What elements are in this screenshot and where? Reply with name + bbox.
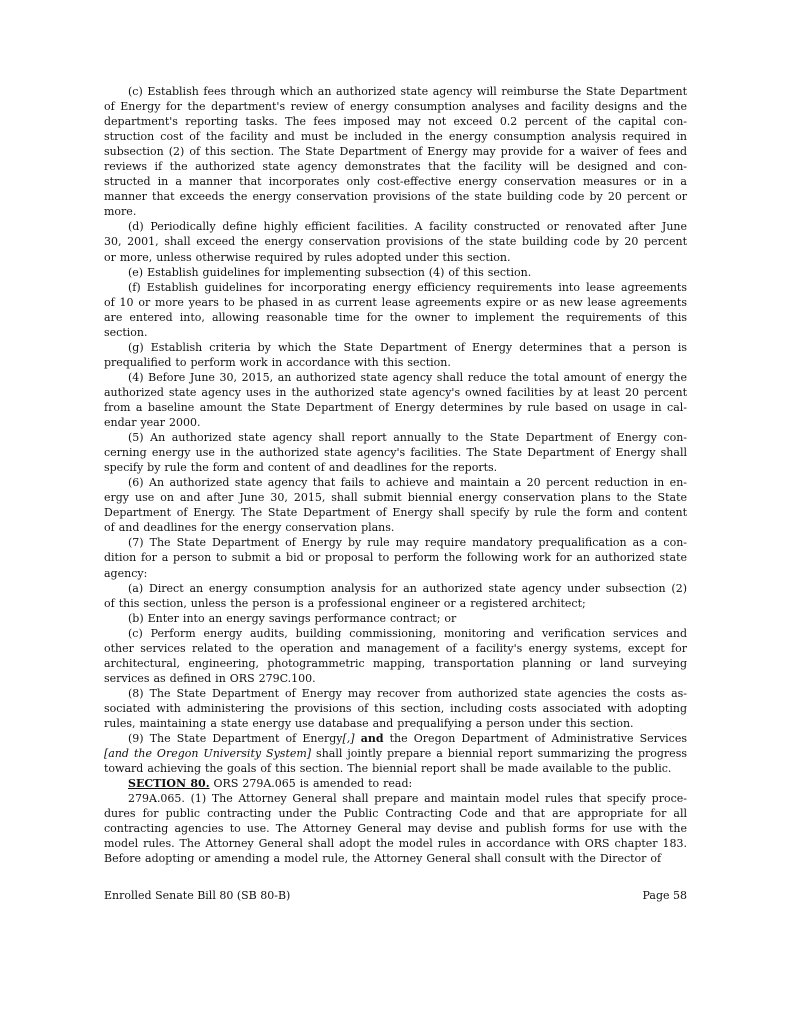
text-line: ergy use on and after June 30, 2015, shall submit biennial energy conservation plans to the State	[104, 491, 687, 505]
text-line: of Energy for the department's review of energy consumption analyses and facility designs and the	[104, 100, 687, 114]
text-line: model rules. The Attorney General shall adopt the model rules in accordance with ORS chapter 183.	[104, 837, 687, 851]
text-line: subsection (2) of this section. The State Department of Energy may provide for a waiver of fees and	[104, 145, 687, 159]
text-line: authorized state agency uses in the authorized state agency's owned facilities by at least 20 percent	[104, 385, 687, 399]
text-line: structed in a manner that incorporates only cost-effective energy conservation measures or in a	[104, 175, 687, 189]
text-line	[104, 776, 687, 791]
text-segment: the Oregon Department of Administrative Services	[383, 732, 687, 746]
text-segment: and	[360, 732, 384, 746]
text-line: section.	[104, 325, 148, 339]
text-segment: [,]	[342, 732, 355, 746]
text-segment: (9) The State Department of Energy	[128, 732, 343, 746]
text-line: 279A.065. (1) The Attorney General shall prepare and maintain model rules that specify proce-	[128, 792, 687, 806]
text-line: (8) The State Department of Energy may recover from authorized state agencies the costs as-	[128, 686, 687, 700]
text-line: other services related to the operation and management of a facility's energy systems, except for	[104, 641, 687, 655]
text-segment: shall jointly prepare a biennial report summarizing the progress	[311, 747, 687, 761]
page-footer	[104, 888, 687, 903]
text-line: (4) Before June 30, 2015, an authorized state agency shall reduce the total amount of energy the	[128, 370, 687, 384]
text-line: are entered into, allowing reasonable time for the owner to implement the requirements of this	[104, 310, 687, 324]
text-line: of 10 or more years to be phased in as current lease agreements expire or as new lease agreements	[104, 295, 687, 309]
text-line: contracting agencies to use. The Attorney General may devise and publish forms for use with the	[104, 822, 687, 836]
text-line: reviews if the authorized state agency demonstrates that the facility will be designed and con-	[104, 160, 687, 174]
text-line: (6) An authorized state agency that fails to achieve and maintain a 20 percent reduction in en-	[128, 476, 687, 490]
text-line: (c) Establish fees through which an authorized state agency will reimburse the State Department	[128, 85, 687, 98]
text-line: services as defined in ORS 279C.100.	[104, 671, 316, 685]
text-line: (a) Direct an energy consumption analysis for an authorized state agency under subsection (2)	[128, 581, 687, 595]
text-line: (5) An authorized state agency shall report annually to the State Department of Energy con-	[128, 431, 687, 445]
text-line: (g) Establish criteria by which the State Department of Energy determines that a person is	[128, 340, 687, 354]
text-line	[104, 731, 687, 746]
text-line: (e) Establish guidelines for implementing subsection (4) of this section.	[128, 265, 532, 279]
text-line: of and deadlines for the energy conservation plans.	[104, 521, 395, 535]
text-line: (7) The State Department of Energy by rule may require mandatory prequalification as a con-	[128, 536, 687, 550]
text-line: (c) Perform energy audits, building commissioning, monitoring and verification services and	[128, 626, 687, 640]
text-line: 30, 2001, shall exceed the energy conservation provisions of the state building code by 20 percent	[104, 235, 687, 249]
text-segment: [and the Oregon University System]	[104, 747, 312, 761]
text-line: dition for a person to submit a bid or proposal to perform the following work for an authorized state	[104, 551, 687, 565]
text-line: or more, unless otherwise required by rules adopted under this section.	[104, 250, 511, 264]
text-line: prequalified to perform work in accordance with this section.	[104, 355, 451, 369]
text-line: specify by rule the form and content of and deadlines for the reports.	[104, 461, 498, 475]
text-line: dures for public contracting under the Public Contracting Code and that are appropriate for all	[104, 807, 687, 821]
text-line	[104, 746, 687, 761]
text-line: Before adopting or amending a model rule, the Attorney General shall consult with the Director of	[104, 852, 662, 866]
text-line: rules, maintaining a state energy use database and prequalifying a person under this section.	[104, 716, 634, 730]
text-line: toward achieving the goals of this section. The biennial report shall be made available to the public.	[104, 762, 672, 776]
text-line: agency:	[104, 566, 148, 580]
text-line: from a baseline amount the State Department of Energy determines by rule based on usage in cal-	[104, 400, 687, 414]
text-segment: ORS 279A.065 is amended to read:	[209, 777, 413, 791]
text-line: manner that exceeds the energy conservation provisions of the state building code by 20 percent or	[104, 190, 687, 204]
text-line: (f) Establish guidelines for incorporating energy efficiency requirements into lease agreements	[128, 280, 687, 294]
text-line: cerning energy use in the authorized state agency's facilities. The State Department of Energy shall	[104, 446, 687, 460]
text-line: endar year 2000.	[104, 416, 201, 430]
footer-bill-title: Enrolled Senate Bill 80 (SB 80-B)	[104, 889, 291, 902]
text-line: Department of Energy. The State Department of Energy shall specify by rule the form and content	[104, 506, 687, 520]
footer-page-number: Page 58	[642, 889, 687, 902]
text-line: more.	[104, 205, 137, 219]
text-line: sociated with administering the provisions of this section, including costs associated with adopting	[104, 701, 687, 715]
text-line: (d) Periodically define highly efficient facilities. A facility constructed or renovated after June	[128, 220, 687, 234]
text-line: of this section, unless the person is a professional engineer or a registered architect;	[104, 596, 586, 610]
text-segment: SECTION 80.	[128, 777, 210, 791]
text-line: struction cost of the facility and must be included in the energy consumption analysis required in	[104, 130, 687, 144]
body-text	[104, 84, 687, 866]
text-line: architectural, engineering, photogrammetric mapping, transportation planning or land surveying	[104, 656, 687, 670]
text-line: (b) Enter into an energy savings performance contract; or	[128, 611, 457, 625]
text-line: department's reporting tasks. The fees imposed may not exceed 0.2 percent of the capital con-	[104, 115, 687, 129]
